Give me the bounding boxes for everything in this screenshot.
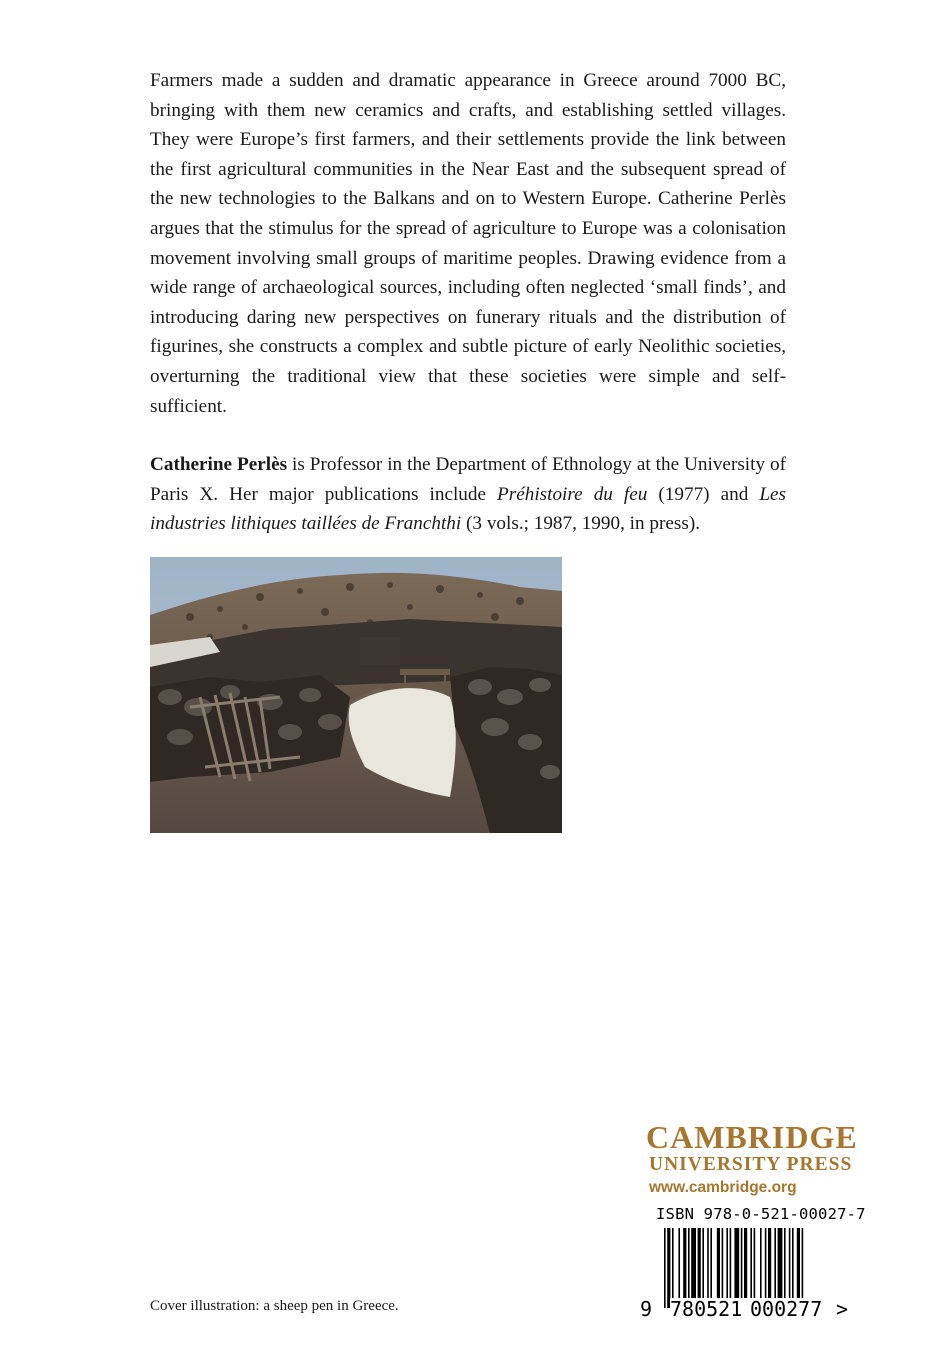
bio-text-1: is Professor in the Department of Ethnology at the University of Paris X. Her major publications include [150, 454, 786, 505]
author-bio [150, 450, 786, 539]
publication-title-1: Préhistoire du feu [497, 483, 648, 505]
barcode-bar [789, 1228, 791, 1298]
barcode-bar [784, 1228, 786, 1298]
barcode-bar [730, 1228, 732, 1298]
barcode-bar [710, 1228, 712, 1298]
barcode-digit-first: 9 [640, 1297, 653, 1321]
barcode-bar [698, 1228, 701, 1298]
bio-text-3: (3 vols.; 1987, 1990, in press). [461, 513, 701, 535]
barcode-bar [688, 1228, 690, 1298]
barcode-bar [774, 1228, 776, 1298]
barcode-bar [750, 1228, 752, 1298]
barcode-bar [722, 1228, 724, 1298]
barcode-bar [792, 1228, 794, 1298]
barcode-bar [765, 1228, 767, 1298]
barcode-bar [717, 1228, 720, 1298]
barcode-bar [744, 1228, 747, 1298]
publication-title-2: Les industries lithiques taillées de Franchthi [150, 483, 786, 535]
publisher-website[interactable]: www.cambridge.org [649, 1179, 797, 1196]
isbn-label: ISBN 978-0-521-00027-7 [656, 1205, 866, 1223]
isbn-barcode [640, 1228, 860, 1321]
barcode-bar [707, 1228, 709, 1298]
barcode-bar [664, 1228, 666, 1308]
cover-photo-sheep-pen [150, 557, 562, 833]
barcode-arrow: > [836, 1297, 849, 1321]
barcode-bar [734, 1228, 739, 1308]
bio-text-2: (1977) and [647, 483, 760, 505]
publisher-subtitle: UNIVERSITY PRESS [649, 1154, 853, 1175]
barcode-bar [754, 1228, 756, 1298]
barcode-bar [691, 1228, 696, 1298]
publisher-name: CAMBRIDGE [646, 1119, 858, 1155]
cover-caption: Cover illustration: a sheep pen in Greece. [150, 1298, 399, 1314]
barcode-bar [741, 1228, 743, 1298]
barcode-bar [802, 1228, 804, 1308]
barcode-bar [667, 1228, 670, 1308]
barcode-bar [726, 1228, 728, 1298]
barcode-bar [683, 1228, 686, 1298]
barcode-bar [678, 1228, 680, 1298]
barcode-bar [672, 1228, 674, 1298]
barcode-bar [702, 1228, 704, 1298]
barcode-digits-left: 780521 [670, 1297, 743, 1321]
barcode-bar [760, 1228, 762, 1298]
barcode-bar [768, 1228, 771, 1298]
book-blurb: Farmers made a sudden and dramatic appearance in Greece around 7000 BC, bringing with them new ceramics and crafts, and establishing settled villages. They were Europe’s first farmers, and their settlements provide the link between the first agricultural communities in the Near East and the subsequent spread of the new technologies to the Balkans and on to Western Europe. Catherine Perlès argues that the stimulus for the spread of agriculture to Europe was a colonisation movement involving small groups of maritime peoples. Drawing evidence from a wide range of archaeological sources, including often neglected ‘small finds’, and introducing daring new perspectives on funerary rituals and the distribution of figurines, she constructs a complex and subtle picture of early Neolithic societies, overturning the traditional view that these societies were simple and self-sufficient. [150, 70, 786, 417]
author-name: Catherine Perlès [150, 454, 288, 475]
barcode-digits-right: 000277 [750, 1297, 823, 1321]
barcode-bar [778, 1228, 783, 1298]
barcode-bar [797, 1228, 800, 1298]
publisher-logo [646, 1120, 876, 1198]
